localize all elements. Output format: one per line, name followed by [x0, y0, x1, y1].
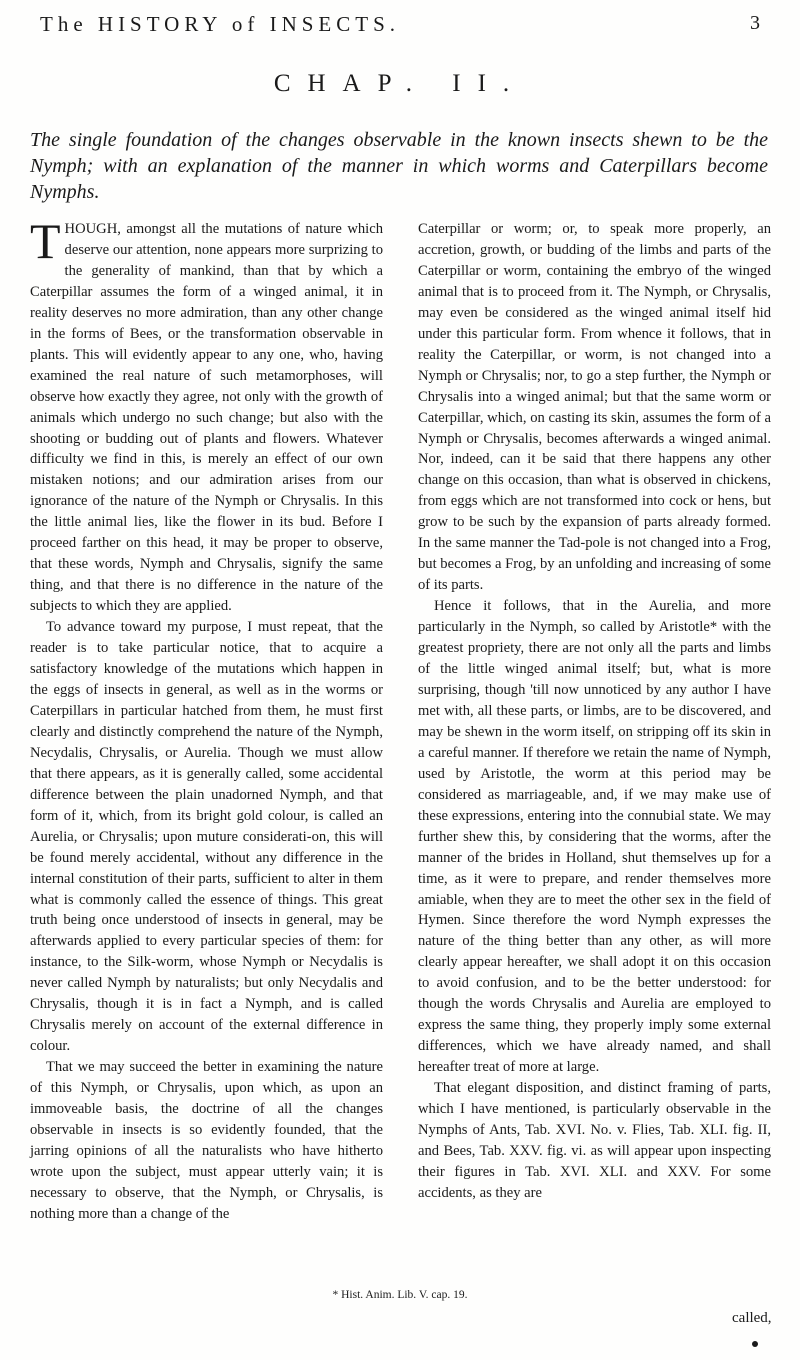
left-column: [30, 213, 383, 1225]
running-head-title: The HISTORY of INSECTS.: [40, 12, 401, 36]
paragraph: [30, 213, 383, 617]
catchword: called,: [732, 1310, 772, 1326]
ink-dot: [752, 1341, 758, 1347]
right-column: [418, 219, 771, 1204]
paragraph: That elegant disposition, and distinct framing of parts, which I have mentioned, is particularly observable in the Nymphs of Ants, Tab. XVI. No. v. Flies, Tab. XLI. fig. II, and Bees, Tab. XXV. fig. vi. as will appear upon inspecting their figures in Tab. XVI. XLI. and XXV. For some accidents, as they are: [418, 1080, 771, 1201]
page-number: 3: [750, 12, 760, 34]
drop-cap: T: [30, 213, 61, 269]
paragraph: Hence it follows, that in the Aurelia, and more particularly in the Nymph, so called by Aristotle* with the greatest propriety, there are not only all the parts and limbs of the little winged animal itself; but, what is more surprising, though 'till now unnoticed by any author I have met with, all these parts, or limbs, are to be discovered, and may be shewn in the worm itself, on stripping off its skin in a careful manner. If therefore we retain the name of Nymph, used by Aristotle, the worm at this period may be considered as marriageable, and, if we may make use of these expressions, entering into the connubial state. We may further shew this, by considering that the worms, after the manner of the brides in Holland, shut themselves up for a time, as it were to prepare, and render themselves more amiable, when they are to meet the other sex in the field of Hymen. Since therefore the word Nymph expresses the nature of the thing better than any other, as will more clearly appear hereafter, we shall adopt it on this occasion to avoid confusion, and to be the better understood: for though the words Chrysalis and Aurelia are employed to express the same thing, they properly imply some external differences, which we have already named, and shall hereafter treat of more at large.: [418, 598, 771, 1076]
chapter-subtitle: The single foundation of the changes observable in the known insects shewn to be the Nymph; with an explanation of the manner in which worms and Caterpillars become Nymphs.: [30, 129, 768, 203]
paragraph-text: HOUGH, amongst all the mutations of nature which deserve our attention, none appears more surprizing to the generality of mankind, than that by which a Caterpillar assumes the form of a winged animal, it in reality deserves no more admiration, than any other change in the forms of Bees, or the transformation observable in plants. This will evidently appear to any one, who, having examined the real nature of such metamorphoses, will observe how exactly they agree, not only with the growth of animals which undergo no such change; but also with the shooting or budding out of plants and flowers. Whatever difficulty we find in this, is merely an effect of our own mistaken notions; and our admiration arises from our ignorance of the nature of the Nymph or Chrysalis. In this the little animal lies, like the flower in its bud. Before I proceed farther on this head, it may be proper to observe, that these words, Nymph and Chrysalis, signify the same thing, and that there is no difference in the nature of the subjects to which they are applied.: [30, 221, 383, 615]
chapter-heading: CHAP. II.: [273, 70, 527, 97]
footnote: * Hist. Anim. Lib. V. cap. 19.: [332, 1289, 468, 1301]
paragraph: That we may succeed the better in examining the nature of this Nymph, or Chrysalis, upon which, as upon an immoveable basis, the doctrine of all the changes observable in insects is so evidently founded, that the jarring opinions of all the naturalists who have hitherto wrote upon the subject, must appear utterly vain; it is necessary to observe, that the Nymph, or Chrysalis, is nothing more than a change of the: [30, 1059, 383, 1222]
paragraph: Caterpillar or worm; or, to speak more properly, an accretion, growth, or budding of the limbs and parts of the Caterpillar or worm, containing the embryo of the winged animal that is to proceed from it. The Nymph, or Chrysalis, may even be considered as the winged animal itself hid under this particular form. From whence it follows, that in reality the Caterpillar, or worm, is not changed into a Nymph or Chrysalis; nor, to go a step further, the Nymph or Chrysalis into a winged animal; but that the same worm or Caterpillar, which, on casting its skin, assumes the form of a Nymph or Chrysalis, becomes afterwards a winged animal. Nor, indeed, can it be said that there happens any other change on this occasion, than what is observed in chickens, from eggs which are not transformed into cock or hens, but grow to be such by the expansion of parts already formed. In the same manner the Tad-pole is not changed into a Frog, but becomes a Frog, by an unfolding and increasing of some of its parts.: [418, 221, 772, 594]
paragraph: To advance toward my purpose, I must repeat, that the reader is to take particular notice, that to acquire a satisfactory knowledge of the mutations which happen in the eggs of insects in general, as well as in the worms or Caterpillars in particular hatched from them, he must first clearly and distinctly comprehend the nature of the Nymph, Necydalis, Chrysalis, or Aurelia. Though we must allow that there appears, as it is generally called, some accidental difference between the plain unadorned Nymph, and that form of it, which, from its bright gold colour, is called an Aurelia, or Chrysalis; upon muture considerati-on, this will be found merely accidental, without any difference in the internal constitution of their parts, sufficient to alter in them what is commonly called the essence of things. This great truth being once understood of insects in general, may be afterwards applied to every particular species of them: for instance, to the Silk-worm, whose Nymph or Necydalis is never called Nymph by naturalists; but only Necydalis and Chrysalis, though it is in fact a Nymph, and is called Chrysalis merely on account of the external difference in colour.: [30, 619, 383, 1055]
